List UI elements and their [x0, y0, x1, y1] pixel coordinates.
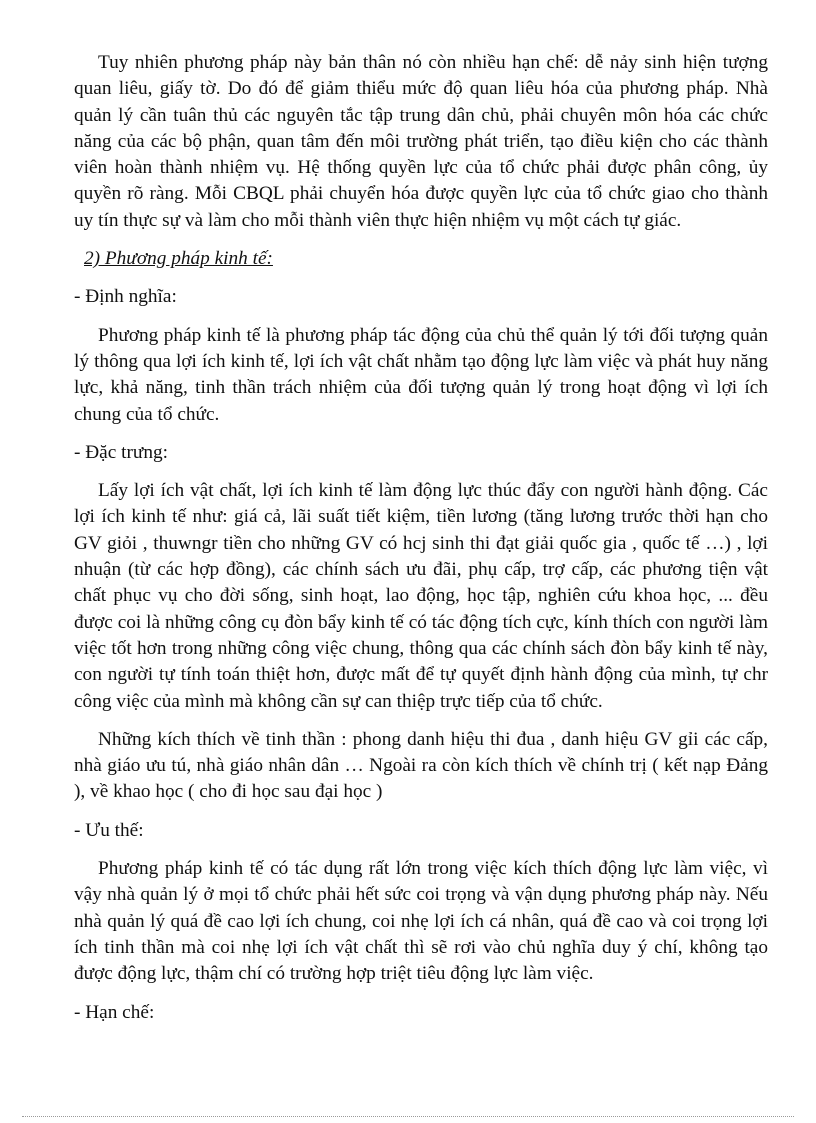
paragraph-definition: Phương pháp kinh tế là phương pháp tác động của chủ thể quản lý tới đối tượng quản lý thông qua lợi ích kinh tế, lợi ích vật chất nhằm tạo động lực làm việc và phát huy năng lực, khả năng, tinh thần trách nhiệm của đối tượng quản lý trong hoạt động vì lợi ích chung của tổ chức. [74, 324, 768, 425]
heading-definition: - Định nghĩa: [74, 286, 177, 308]
section-title-economic-method: 2) Phương pháp kinh tế: [84, 248, 273, 270]
heading-limitations: - Hạn chế: [74, 1001, 155, 1023]
paragraph-advantages: Phương pháp kinh tế có tác dụng rất lớn trong việc kích thích động lực làm việc, vì vậy nhà quản lý ở mọi tổ chức phải hết sức coi trọng và vận dụng phương pháp này. Nếu nhà quản lý quá đề cao lợi ích chung, coi nhẹ lợi ích cá nhân, quá đề cao và coi trọng lợi ích tinh thần mà coi nhẹ lợi ích vật chất thì sẽ rơi vào chủ nghĩa duy ý chí, không tạo được động lực, thậm chí có trường hợp triệt tiêu động lực làm việc. [74, 858, 768, 985]
heading-advantages: - Ưu thế: [74, 819, 144, 841]
page-bottom-divider [22, 1116, 794, 1117]
heading-features: - Đặc trưng: [74, 441, 168, 463]
paragraph-spiritual-incentives: Những kích thích về tinh thần : phong danh hiệu thi đua , danh hiệu GV gỉi các cấp, nhà giáo ưu tú, nhà giáo nhân dân … Ngoài ra còn kích thích về chính trị ( kết nạp Đảng ), về khao học ( cho đi học sau đại học ) [74, 728, 768, 803]
paragraph-bureaucracy-limits: Tuy nhiên phương pháp này bản thân nó còn nhiều hạn chế: dễ nảy sinh hiện tượng quan liêu, giấy tờ. Do đó để giảm thiểu mức độ quan liêu hóa của phương pháp. Nhà quản lý cần tuân thủ các nguyên tắc tập trung dân chủ, phải chuyên môn hóa các chức năng của các bộ phận, quan tâm đến môi trường phát triển, tạo điều kiện cho các thành viên hoàn thành nhiệm vụ. Hệ thống quyền lực của tổ chức phải được phân công, ủy quyền rõ ràng. Mỗi CBQL phải chuyển hóa được quyền lực của tổ chức giao cho thành uy tín thực sự và làm cho mỗi thành viên thực hiện nhiệm vụ một cách tự giác. [74, 52, 768, 231]
document-page [74, 50, 768, 1026]
paragraph-material-incentives: Lấy lợi ích vật chất, lợi ích kinh tế làm động lực thúc đẩy con người hành động. Các lợi ích kinh tế như: giá cả, lãi suất tiết kiệm, tiền lương (tăng lương trước thời hạn cho GV giỏi , thuwngr tiền cho những GV có hcj sinh thi đạt giải quốc gia , quốc tế …) , lợi nhuận (từ các hợp đồng), các chính sách ưu đãi, phụ cấp, trợ cấp, các phương tiện vật chất phục vụ cho đời sống, sinh hoạt, lao động, học tập, nghiên cứu khoa học, ... đều được coi là những công cụ đòn bẩy kinh tế có tác động tích cực, kính thích con người làm việc tốt hơn trong những công việc chung, thông qua các chính sách đòn bẩy kinh tế này, con người tự tính toán thiệt hơn, được mất để tự quyết định hành động của mình, tự chr công việc của mình mà không cần sự can thiệp trực tiếp của tổ chức. [74, 480, 768, 712]
